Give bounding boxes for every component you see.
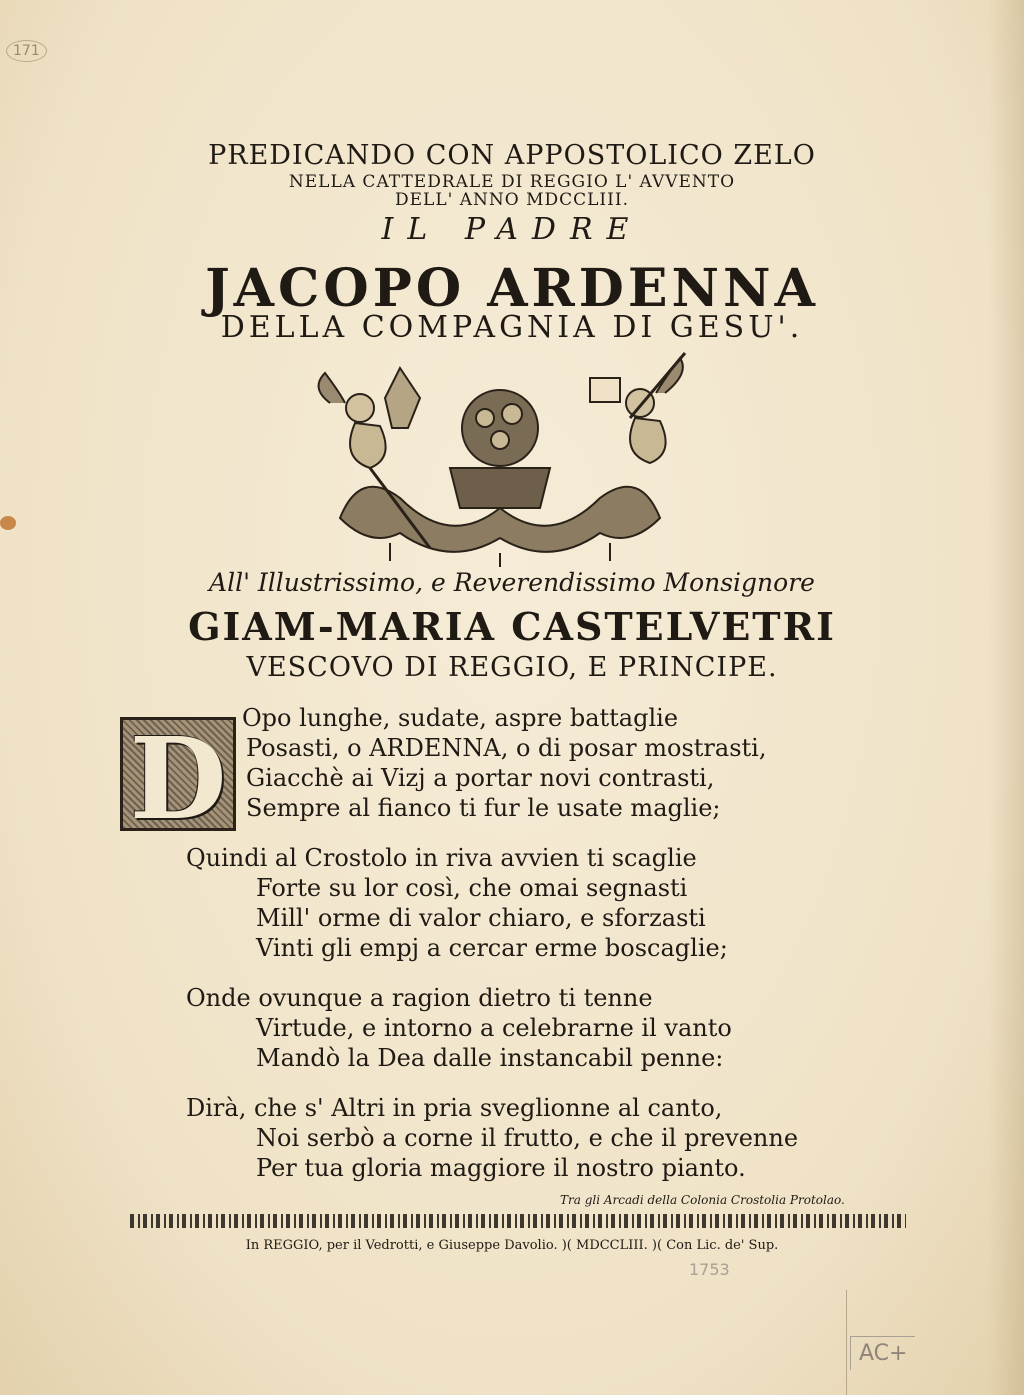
- verse-line: Giacchè ai Vizj a portar novi contrasti,: [246, 764, 715, 792]
- header-line-2a: NELLA CATTEDRALE DI REGGIO L' AVVENTO: [288, 172, 736, 192]
- verse-line: Quindi al Crostolo in riva avvien ti scaglie: [186, 844, 697, 872]
- verse-line: Posasti, o ARDENNA, o di posar mostrasti,: [246, 734, 767, 762]
- verse-line: Opo lunghe, sudate, aspre battaglie: [242, 704, 679, 732]
- order-line: DELLA COMPAGNIA DI GESU'.: [220, 310, 804, 345]
- archive-mark: AC+: [850, 1336, 915, 1370]
- arcadian-signature: Tra gli Arcadi della Colonia Crostolia Protolao.: [560, 1193, 845, 1207]
- paper-stain: [0, 516, 16, 530]
- verse-line: Mill' orme di valor chiaro, e sforzasti: [256, 904, 706, 932]
- initial-letter: D: [129, 714, 227, 845]
- ornamental-border: [130, 1214, 906, 1228]
- verse-line: Vinti gli empj a cercar erme boscaglie;: [256, 934, 728, 962]
- verse-line: Mandò la Dea dalle instancabil penne:: [256, 1044, 724, 1072]
- verse-line: Noi serbò a corne il frutto, e che il prevenne: [256, 1124, 799, 1152]
- corner-annotation: 171: [6, 40, 47, 62]
- verse-line: Forte su lor così, che omai segnasti: [256, 874, 688, 902]
- dedication-salutation: All' Illustrissimo, e Reverendissimo Monsignore: [209, 568, 815, 597]
- cherubs-with-vase-icon: [300, 348, 700, 570]
- bishop-name: GIAM-MARIA CASTELVETRI: [188, 604, 836, 649]
- paper-edge-shadow: [988, 0, 1024, 1395]
- header-line-2: [0, 173, 1024, 209]
- verse-line: Virtude, e intorno a celebrarne il vanto: [256, 1014, 732, 1042]
- verse-line: Sempre al fianco ti fur le usate maglie;: [246, 794, 721, 822]
- printer-imprint: In REGGIO, per il Vedrotti, e Giuseppe Davolio. )( MDCCLIII. )( Con Lic. de' Sup.: [245, 1238, 779, 1253]
- preacher-name: JACOPO ARDENNA: [205, 258, 819, 319]
- header-line-1: PREDICANDO CON APPOSTOLICO ZELO: [208, 140, 816, 171]
- pencil-date-annotation: 1753: [689, 1260, 730, 1279]
- bishop-title: VESCOVO DI REGGIO, E PRINCIPE.: [246, 652, 778, 683]
- fold-line: [846, 1290, 847, 1395]
- header-padre: IL PADRE: [381, 212, 643, 247]
- verse-line: Onde ovunque a ragion dietro ti tenne: [186, 984, 653, 1012]
- verse-line: Per tua gloria maggiore il nostro pianto.: [256, 1154, 746, 1182]
- header-line-2b: DELL' ANNO MDCCLIII.: [395, 190, 629, 210]
- decorated-initial: [120, 714, 236, 845]
- verse-line: Dirà, che s' Altri in pria sveglionne al canto,: [186, 1094, 723, 1122]
